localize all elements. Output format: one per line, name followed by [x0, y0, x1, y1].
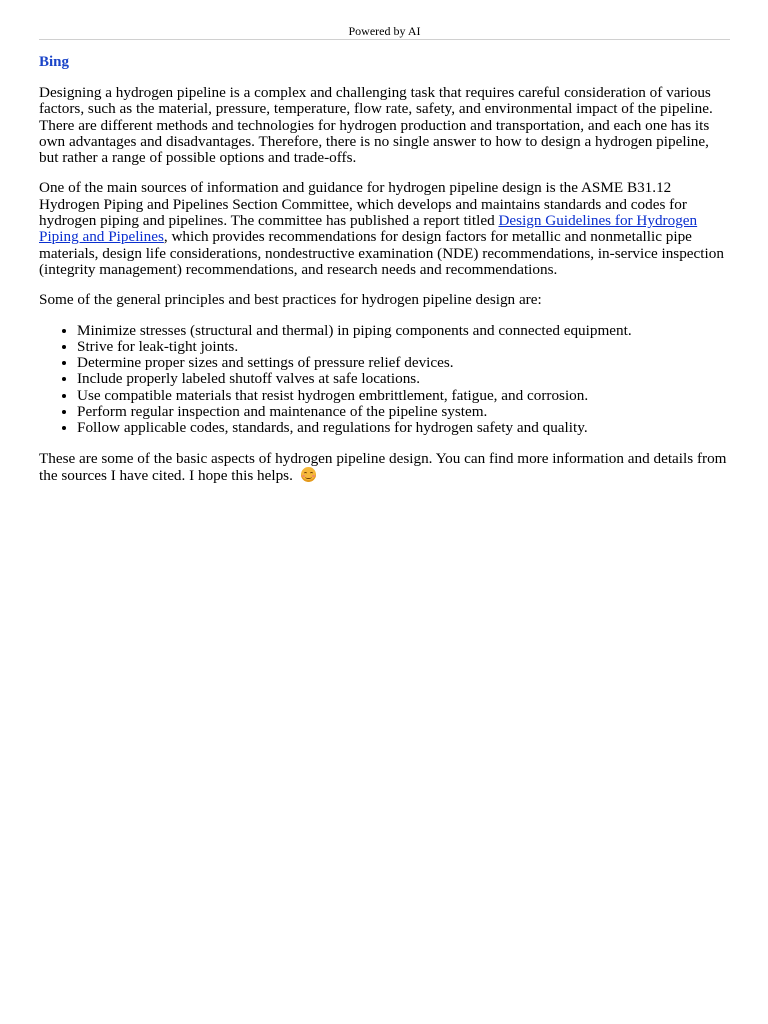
paragraph-principles: Some of the general principles and best practices for hydrogen pipeline design are: [39, 291, 542, 309]
design-guidelines-link[interactable]: Design Guidelines for Hydrogen Piping and Pipelines [39, 212, 698, 246]
best-practices-list [39, 323, 730, 437]
smiling-face-icon [301, 467, 316, 482]
list-item: • Include properly labeled shutoff valves at safe locations. [77, 371, 730, 387]
paragraph-asme [39, 180, 730, 278]
list-item: • Minimize stresses (structural and thermal) in piping components and connected equipment. [77, 323, 730, 339]
list-item: • Follow applicable codes, standards, and regulations for hydrogen safety and quality. [77, 420, 730, 436]
list-item: • Use compatible materials that resist hydrogen embrittlement, fatigue, and corrosion. [77, 388, 730, 404]
powered-by-header: Powered by AI [39, 23, 730, 40]
paragraph-closing [39, 451, 730, 485]
paragraph-asme-text-start: One of the main sources of information and guidance for hydrogen pipeline design is the ASME B31.12 Hydrogen Piping and Pipelines Section Committee, which develops and maintains standards and codes for hydrogen piping and pipelines. The committee has published a report titled [39, 179, 687, 230]
list-item: • Strive for leak-tight joints. [77, 339, 730, 355]
paragraph-intro: Designing a hydrogen pipeline is a complex and challenging task that requires careful consideration of various factors, such as the material, pressure, temperature, flow rate, safety, and environmental impact of the pipeline. There are different methods and technologies for hydrogen production and transportation, and each one has its own advantages and disadvantages. Therefore, there is no single answer to how to design a hydrogen pipeline, but rather a range of possible options and trade-offs. [39, 84, 713, 167]
paragraph-closing-text: These are some of the basic aspects of hydrogen pipeline design. You can find more information and details from the sources I have cited. I hope this helps. [39, 449, 727, 484]
brand-title: Bing [39, 54, 70, 70]
response-body [39, 85, 730, 498]
paragraph-asme-text-end: , which provides recommendations for design factors for metallic and nonmetallic pipe materials, design life considerations, nondestructive examination (NDE) recommendations, in-service inspection (integrity management) recommendations, and research needs and recommendations. [39, 228, 724, 278]
list-item: • Perform regular inspection and maintenance of the pipeline system. [77, 404, 730, 420]
list-item: • Determine proper sizes and settings of pressure relief devices. [77, 355, 730, 371]
